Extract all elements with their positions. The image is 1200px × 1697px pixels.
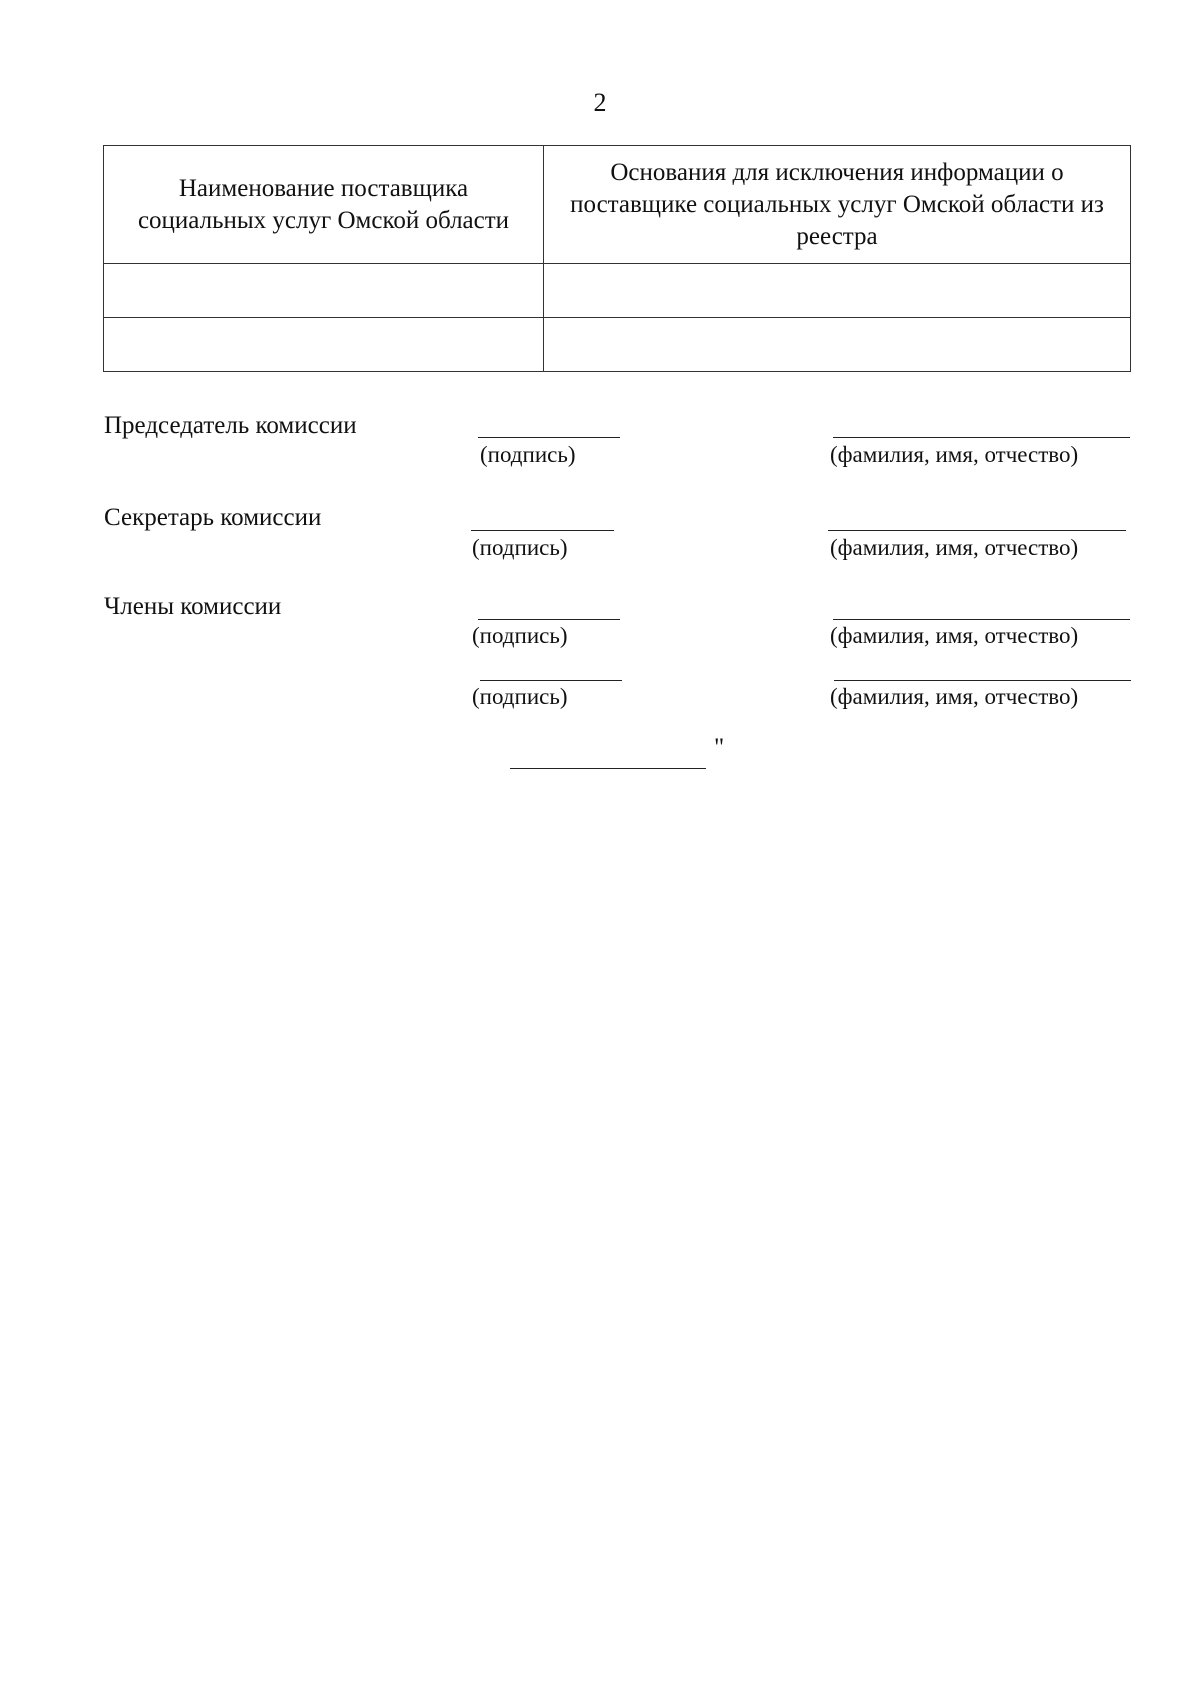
- chairman-name-line: [833, 437, 1130, 438]
- secretary-role: Секретарь комиссии: [104, 504, 322, 531]
- closing-quote-mark: ": [714, 734, 725, 761]
- member-name-caption: (фамилия, имя, отчество): [830, 684, 1079, 709]
- member-signature-line: [478, 619, 620, 620]
- table-row: [104, 264, 1131, 318]
- page-number: 2: [593, 88, 607, 117]
- member-signature-line: [480, 680, 622, 681]
- table-cell: [104, 318, 544, 372]
- secretary-name-caption: (фамилия, имя, отчество): [830, 535, 1079, 560]
- header-exclusion-grounds: Основания для исключения информации о поставщике социальных услуг Омской области из реестра: [544, 146, 1131, 264]
- chairman-signature-line: [478, 437, 620, 438]
- closing-line: [510, 768, 706, 769]
- chairman-signature-caption: (подпись): [480, 442, 576, 467]
- secretary-signature-line: [471, 530, 614, 531]
- table-header-row: [104, 146, 1131, 264]
- header-provider-name: Наименование поставщика социальных услуг Омской области: [104, 146, 544, 264]
- secretary-signature-caption: (подпись): [472, 535, 568, 560]
- table-cell: [104, 264, 544, 318]
- member-name-line: [834, 680, 1131, 681]
- member-name-caption: (фамилия, имя, отчество): [830, 623, 1079, 648]
- member-signature-caption: (подпись): [472, 684, 568, 709]
- member-signature-caption: (подпись): [472, 623, 568, 648]
- registry-exclusion-table: [103, 145, 1131, 372]
- chairman-name-caption: (фамилия, имя, отчество): [830, 442, 1079, 467]
- member-name-line: [833, 619, 1130, 620]
- table-cell: [544, 318, 1131, 372]
- chairman-role: Председатель комиссии: [104, 412, 357, 439]
- secretary-name-line: [828, 530, 1126, 531]
- members-role: Члены комиссии: [104, 593, 282, 620]
- table-cell: [544, 264, 1131, 318]
- table-row: [104, 318, 1131, 372]
